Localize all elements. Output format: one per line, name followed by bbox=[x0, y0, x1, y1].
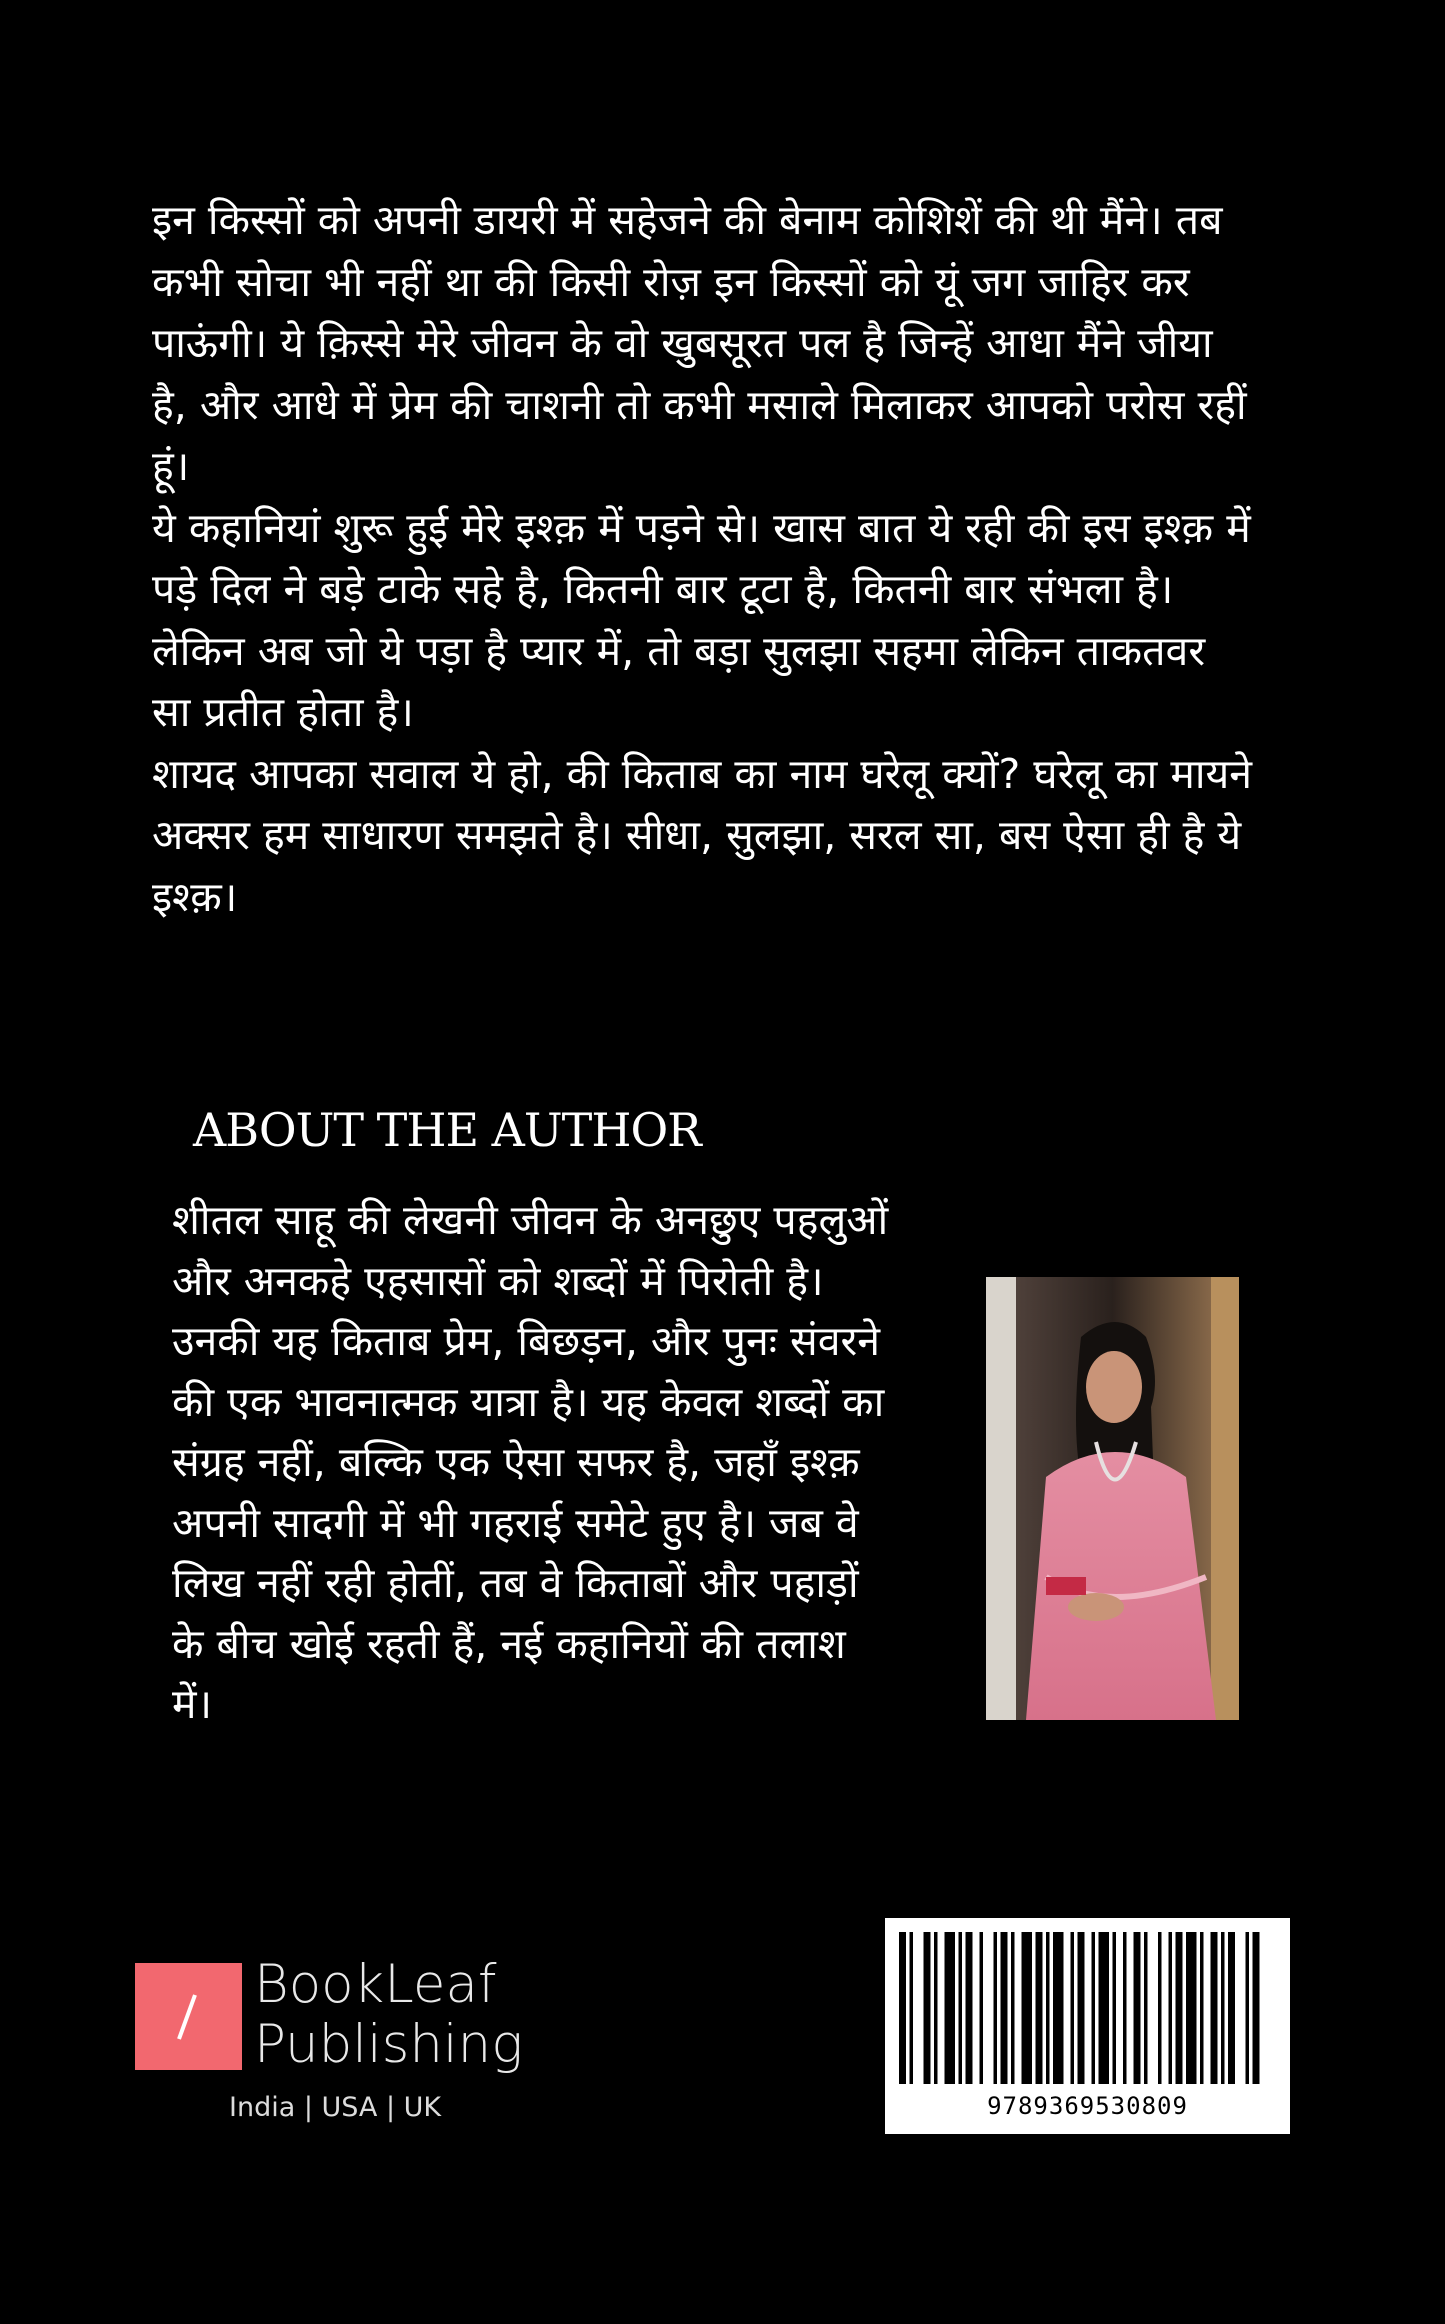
barcode-bar bbox=[945, 1932, 956, 2084]
publisher-name-line1: BookLeaf bbox=[254, 1954, 497, 2015]
barcode-bar bbox=[1113, 1932, 1117, 2084]
barcode-bar bbox=[1211, 1932, 1218, 2084]
barcode-bar bbox=[959, 1932, 963, 2084]
barcode-bar bbox=[1200, 1932, 1204, 2084]
barcode-bar bbox=[1053, 1932, 1064, 2084]
barcode-bar bbox=[1123, 1932, 1127, 2084]
barcode-bar bbox=[934, 1932, 938, 2084]
author-bio-text: शीतल साहू की लेखनी जीवन के अनछुए पहलुओं और अनकहे एहसासों को शब्दों में पिरोती है। उनकी यह किताब प्रेम, बिछड़न, और पुनः संवरने की एक भावनात्मक यात्रा है। यह केवल शब्दों का संग्रह नहीं, बल्कि एक ऐसा सफर है, जहाँ इश्क़ अपनी सादगी में भी गहराई समेटे हुए है। जब वे लिख नहीं रही होतीं, तब वे किताबों और पहाड़ों के बीच खोई रहती हैं, नई कहानियों की तलाश में। bbox=[172, 1196, 889, 1728]
isbn-number: 9789369530809 bbox=[987, 2092, 1188, 2120]
barcode-bar bbox=[1186, 1932, 1197, 2084]
barcode-bar bbox=[924, 1932, 931, 2084]
barcode-bar bbox=[1246, 1932, 1250, 2084]
barcode-bar bbox=[994, 1932, 998, 2084]
barcode-bar bbox=[899, 1932, 906, 2084]
barcode-bar bbox=[1036, 1932, 1043, 2084]
barcode-bar bbox=[1169, 1932, 1173, 2084]
barcode-bar bbox=[1176, 1932, 1183, 2084]
barcode-bar bbox=[1092, 1932, 1096, 2084]
about-author-heading: ABOUT THE AUTHOR bbox=[193, 1103, 701, 1157]
barcode-bar bbox=[1144, 1932, 1148, 2084]
book-blurb bbox=[152, 190, 1252, 928]
barcode-bar bbox=[910, 1932, 914, 2084]
barcode-bar bbox=[1022, 1932, 1033, 2084]
blurb-paragraph: शायद आपका सवाल ये हो, की किताब का नाम घरेलू क्यों? घरेलू का मायने अक्सर हम साधारण समझते है। सीधा, सुलझा, सरल सा, बस ऐसा ही है ये इश्क़। bbox=[152, 749, 1252, 921]
isbn-barcode bbox=[885, 1918, 1290, 2134]
publisher-regions: India | USA | UK bbox=[229, 2092, 442, 2123]
barcode-bar bbox=[1001, 1932, 1008, 2084]
publisher-logo-icon bbox=[135, 1963, 242, 2070]
blurb-paragraph: ये कहानियां शुरू हुई मेरे इश्क़ में पड़ने से। खास बात ये रही की इस इश्क़ में पड़े दिल ने बड़े टाके सहे है, कितनी बार टूटा है, कितनी बार संभला है। लेकिन अब जो ये पड़ा है प्यार में, तो बड़ा सुलझा सहमा लेकिन ताकतवर सा प्रतीत होता है। bbox=[152, 503, 1251, 736]
barcode-bar bbox=[1071, 1932, 1075, 2084]
author-photo bbox=[986, 1277, 1239, 1720]
barcode-bar bbox=[1158, 1932, 1162, 2084]
author-bio bbox=[172, 1190, 892, 1735]
barcode-bar bbox=[1221, 1932, 1225, 2084]
publisher-name bbox=[254, 1955, 523, 2075]
barcode-bar bbox=[1228, 1932, 1235, 2084]
barcode-bar bbox=[1099, 1932, 1110, 2084]
publisher-name-line2: Publishing bbox=[254, 2014, 524, 2075]
barcode-bar bbox=[1253, 1932, 1260, 2084]
barcode-bar bbox=[1078, 1932, 1085, 2084]
blurb-paragraph: इन किस्सों को अपनी डायरी में सहेजने की बेनाम कोशिशें की थी मैंने। तब कभी सोचा भी नहीं था की किसी रोज़ इन किस्सों को यूं जग जाहिर कर पाऊंगी। ये क़िस्से मेरे जीवन के वो खुबसूरत पल है जिन्हें आधा मैंने जीया है, और आधे में प्रेम की चाशनी तो कभी मसाले मिलाकर आपको परोस रहीं हूं। bbox=[152, 196, 1247, 490]
barcode-bar bbox=[966, 1932, 973, 2084]
barcode-bar bbox=[1046, 1932, 1050, 2084]
barcode-bar bbox=[980, 1932, 984, 2084]
barcode-bar bbox=[1134, 1932, 1141, 2084]
barcode-bar bbox=[1011, 1932, 1015, 2084]
